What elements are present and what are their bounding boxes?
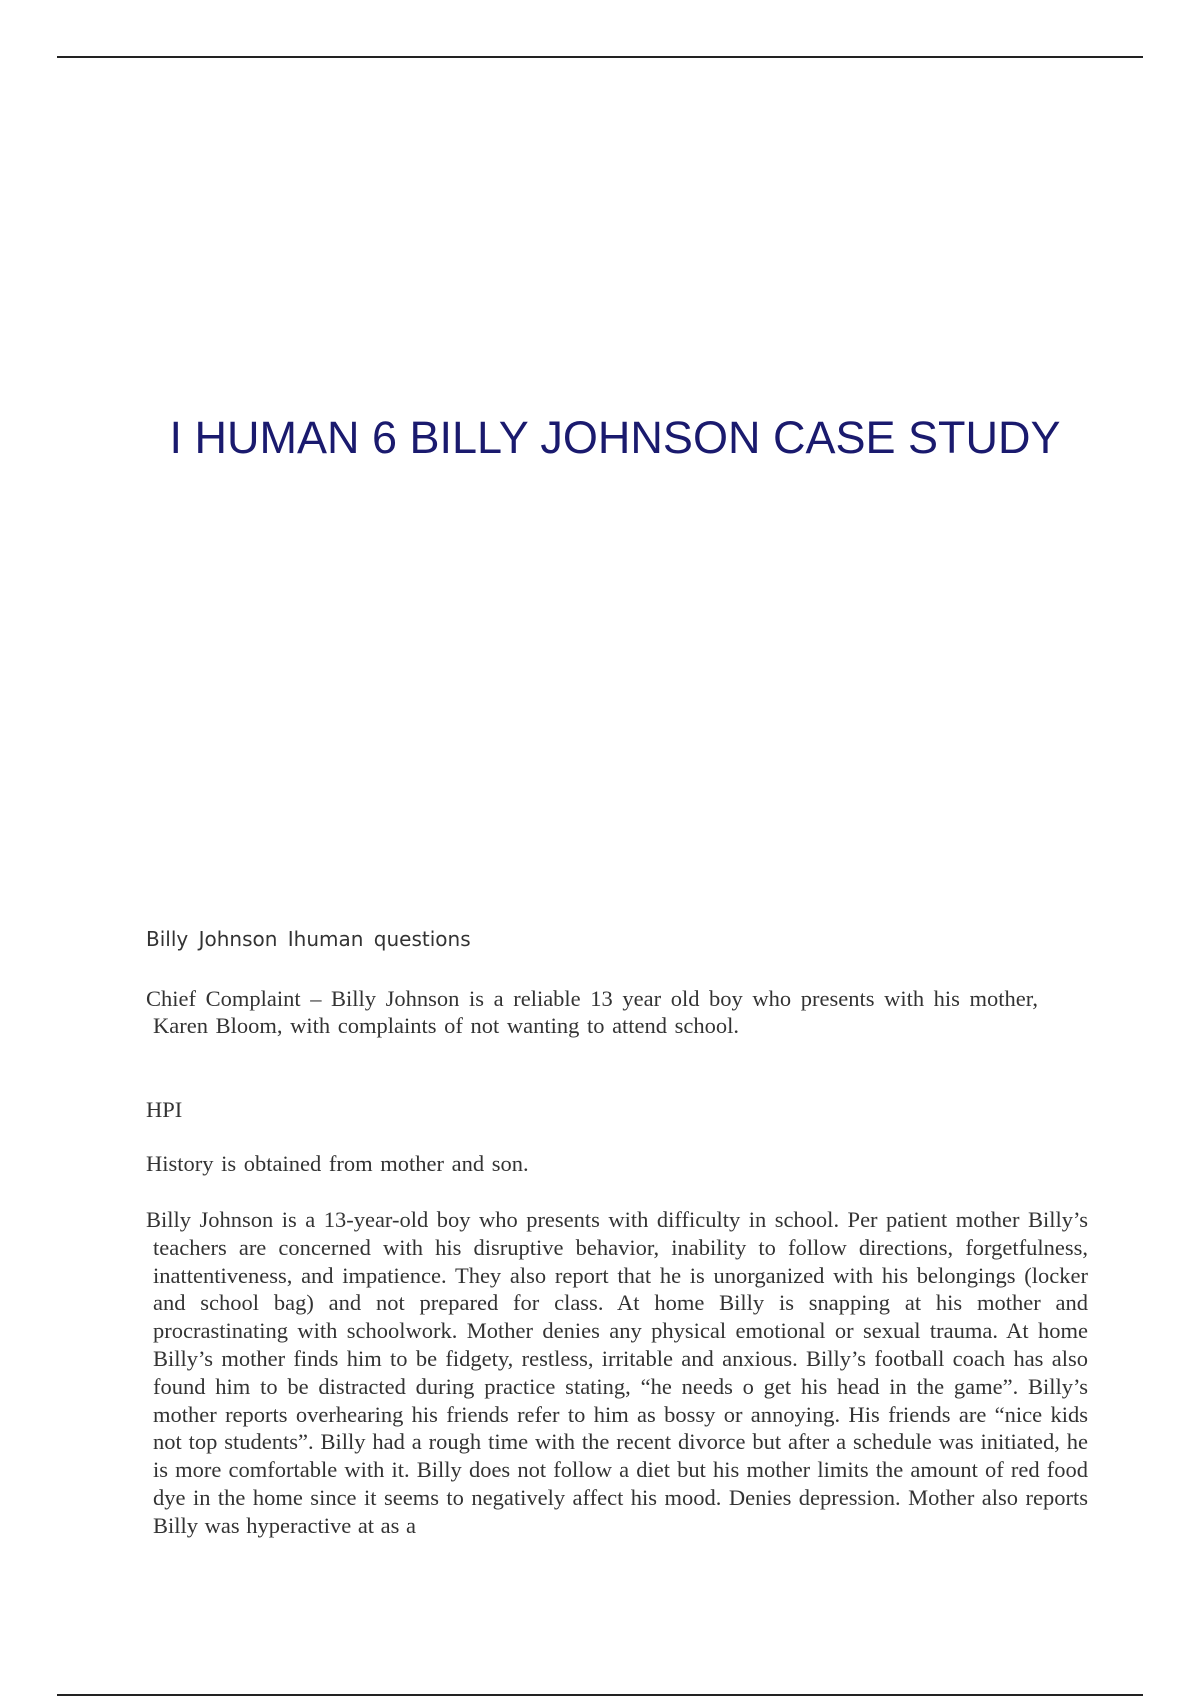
top-divider <box>57 56 1143 58</box>
history-source-paragraph: History is obtained from mother and son. <box>146 1151 529 1176</box>
bottom-divider <box>57 1694 1143 1696</box>
document-title: I HUMAN 6 BILLY JOHNSON CASE STUDY <box>169 412 1061 463</box>
document-subtitle: Billy Johnson Ihuman questions <box>146 927 471 951</box>
chief-complaint-paragraph: Chief Complaint – Billy Johnson is a reliable 13 year old boy who presents with his mother, Karen Bloom, with complaints of not wanting to attend school. <box>146 986 1038 1038</box>
hpi-narrative-paragraph: Billy Johnson is a 13-year-old boy who presents with difficulty in school. Per patient mother Billy’s teachers are concerned with his disruptive behavior, inability to follow directions, forgetfulness, inattentiveness, and impatience. They also report that he is unorganized with his belongings (locker and school bag) and not prepared for class. At home Billy is snapping at his mother and procrastinating with schoolwork. Mother denies any physical emotional or sexual trauma. At home Billy’s mother finds him to be fidgety, restless, irritable and anxious. Billy’s football coach has also found him to be distracted during practice stating, “he needs o get his head in the game”. Billy’s mother reports overhearing his friends refer to him as bossy or annoying. His friends are “nice kids not top students”. Billy had a rough time with the recent divorce but after a schedule was initiated, he is more comfortable with it. Billy does not follow a diet but his mother limits the amount of red food dye in the home since it seems to negatively affect his mood. Denies depression. Mother also reports Billy was hyperactive at as a <box>146 1207 1088 1538</box>
hpi-heading: HPI <box>146 1097 183 1122</box>
